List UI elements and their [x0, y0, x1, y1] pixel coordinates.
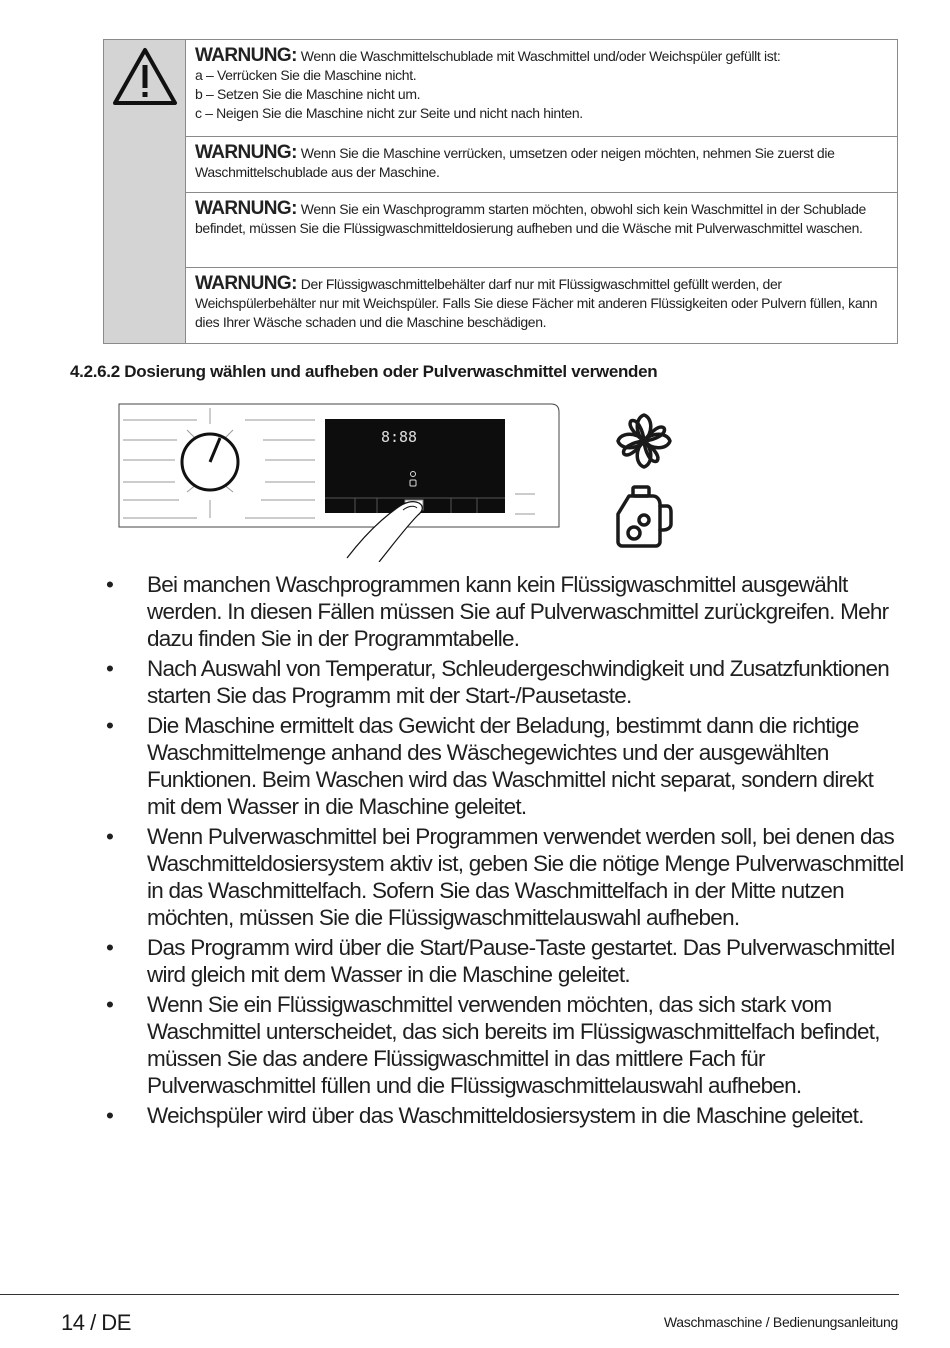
warning-row: [186, 268, 897, 343]
bullet-marker: •: [106, 572, 114, 597]
warning-subitem: a – Verrücken Sie die Maschine nicht.: [195, 67, 417, 83]
display-readout: 8:88: [380, 428, 418, 446]
warning-rows: [186, 40, 897, 343]
warning-icon-column: [104, 40, 186, 343]
softener-icon: [613, 410, 675, 472]
warning-text: Der Flüssigwaschmittelbehälter darf nur mit Flüssigwaschmittel gefüllt werden, der Weichspülerbehälter nur mit Weichspüler. Falls Sie diese Fächer mit anderen Flüssigkeiten oder Pulvern füllen, kann dies Ihrer Wäsche schaden und die Maschine beschädigen.: [195, 276, 878, 330]
warning-subitem: b – Setzen Sie die Maschine nicht um.: [195, 86, 421, 102]
liquid-detergent-icon: [613, 484, 675, 548]
list-item: [106, 571, 906, 652]
list-item-text: Wenn Pulverwaschmittel bei Programmen verwendet werden soll, bei denen das Waschmitteldosiersystem aktiv ist, geben Sie die nötige Menge Pulverwaschmittel in das Waschmittelfach. Sofern Sie das Waschmittelfach in der Mitte nutzen möchten, müssen Sie die Flüssigwaschmittelauswahl aufheben.: [147, 824, 904, 930]
warning-triangle-icon: [112, 46, 178, 106]
list-item: [106, 1102, 906, 1129]
list-item: [106, 991, 906, 1099]
list-item: [106, 655, 906, 709]
warning-label: WARNUNG:: [195, 198, 297, 219]
bullet-marker: •: [106, 656, 114, 681]
list-item: [106, 934, 906, 988]
warning-subitem: c – Neigen Sie die Maschine nicht zur Seite und nicht nach hinten.: [195, 105, 583, 121]
page-number: 14 / DE: [61, 1310, 131, 1335]
list-item-text: Bei manchen Waschprogrammen kann kein Flüssigwaschmittel ausgewählt werden. In diesen Fällen müssen Sie auf Pulverwaschmittel zurückgreifen. Mehr dazu finden Sie in der Programmtabelle.: [147, 572, 889, 651]
warning-text: Wenn die Waschmittelschublade mit Waschmittel und/oder Weichspüler gefüllt ist:: [300, 48, 781, 64]
warning-label: WARNUNG:: [195, 45, 297, 66]
footer-divider: [0, 1294, 899, 1295]
list-item: [106, 823, 906, 931]
list-item-text: Das Programm wird über die Start/Pause-Taste gestartet. Das Pulverwaschmittel wird gleich mit dem Wasser in die Maschine geleitet.: [147, 935, 895, 987]
list-item-text: Weichspüler wird über das Waschmitteldosiersystem in die Maschine geleitet.: [147, 1103, 864, 1128]
program-knob: [182, 434, 238, 490]
list-item: [106, 712, 906, 820]
warning-label: WARNUNG:: [195, 142, 297, 163]
bullet-marker: •: [106, 935, 114, 960]
warning-label: WARNUNG:: [195, 273, 297, 294]
bullet-marker: •: [106, 992, 114, 1017]
bullet-marker: •: [106, 1103, 114, 1128]
bullet-marker: •: [106, 824, 114, 849]
warning-row: [186, 137, 897, 193]
warning-text: Wenn Sie die Maschine verrücken, umsetzen oder neigen möchten, nehmen Sie zuerst die Waschmittelschublade aus der Maschine.: [195, 145, 835, 180]
instruction-list: [106, 571, 906, 1132]
warning-text: Wenn Sie ein Waschprogramm starten möchten, obwohl sich kein Waschmittel in der Schublade befindet, müssen Sie die Flüssigwaschmitteldosierung aufheben und die Wäsche mit Pulverwaschmittel waschen.: [195, 201, 866, 236]
document-title: Waschmaschine / Bedienungsanleitung: [663, 1314, 898, 1330]
warning-row: [186, 193, 897, 268]
list-item-text: Nach Auswahl von Temperatur, Schleudergeschwindigkeit und Zusatzfunktionen starten Sie das Programm mit der Start-/Pausetaste.: [147, 656, 890, 708]
warning-row: [186, 40, 897, 137]
section-heading: 4.2.6.2 Dosierung wählen und aufheben oder Pulverwaschmittel verwenden: [70, 362, 658, 381]
control-panel-illustration: [115, 400, 685, 562]
warning-box: [103, 39, 898, 344]
list-item-text: Wenn Sie ein Flüssigwaschmittel verwenden möchten, das sich stark vom Waschmittel unterscheidet, das sich bereits im Flüssigwaschmittelfach befindet, müssen Sie das andere Flüssigwaschmittel in das mittlere Fach für Pulverwaschmittel füllen und die Flüssigwaschmittelauswahl aufheben.: [147, 992, 880, 1098]
list-item-text: Die Maschine ermittelt das Gewicht der Beladung, bestimmt dann die richtige Waschmittelmenge anhand des Wäschegewichtes und der ausgewählten Funktionen. Beim Waschen wird das Waschmittel nicht separat, sondern direkt mit dem Wasser in die Maschine geleitet.: [147, 713, 874, 819]
bullet-marker: •: [106, 713, 114, 738]
